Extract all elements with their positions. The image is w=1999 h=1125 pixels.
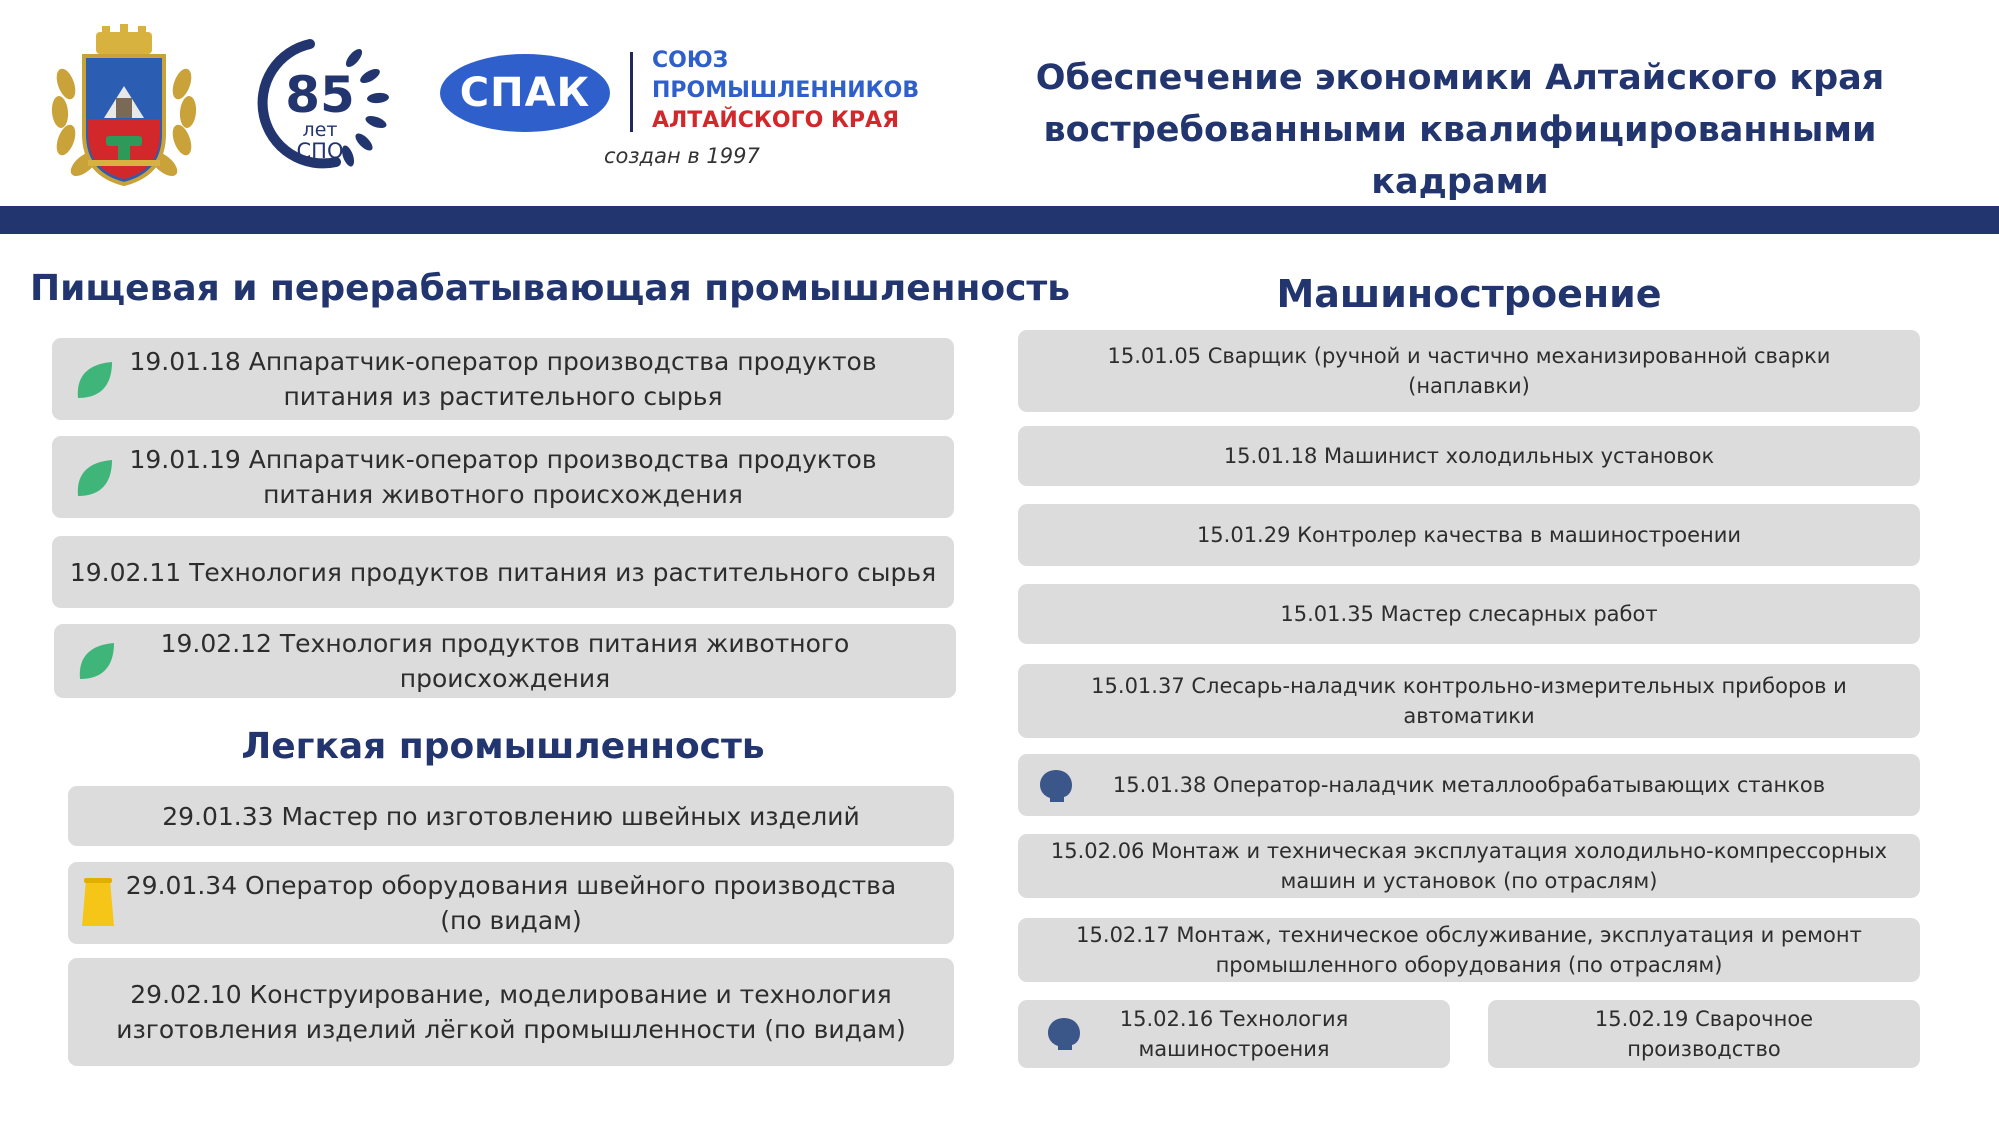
list-item [1488, 1000, 1920, 1068]
list-item [68, 862, 954, 944]
list-item [52, 338, 954, 420]
page-title-line-1: Обеспечение экономики Алтайского края [1035, 58, 1885, 98]
list-item-text: 15.02.19 Сварочное производство [1594, 1007, 1814, 1061]
thread-spool-icon [80, 878, 116, 928]
leaf-icon [74, 360, 114, 400]
list-item-text: 15.01.37 Слесарь-наладчик контрольно-измерительных приборов и автоматики [1091, 674, 1847, 728]
anniversary-number: 85 [285, 66, 355, 124]
spak-name [652, 46, 919, 136]
page-title [960, 52, 1960, 208]
machine-building-heading: Машиностроение [1276, 272, 1662, 316]
list-item [1018, 584, 1920, 644]
list-item-text: 29.02.10 Конструирование, моделирование и технология изготовления изделий лёгкой промышленности (по видам) [116, 980, 906, 1044]
list-item-text: 15.02.17 Монтаж, техническое обслуживание, эксплуатация и ремонт промышленного оборудования (по отраслям) [1076, 923, 1862, 977]
anniversary-spo: СПО [296, 139, 344, 163]
list-item-text: 19.01.19 Аппаратчик-оператор производства продуктов питания животного происхождения [129, 445, 877, 509]
leaf-icon [76, 641, 116, 681]
list-item [68, 786, 954, 846]
list-item [68, 958, 954, 1066]
head-icon [1046, 1016, 1082, 1052]
list-item [52, 536, 954, 608]
list-item [1018, 664, 1920, 738]
list-item [52, 436, 954, 518]
anniversary-years: лет [302, 119, 338, 141]
spak-line-3: АЛТАЙСКОГО КРАЯ [652, 108, 900, 133]
list-item [1018, 754, 1920, 816]
list-item-text: 15.01.35 Мастер слесарных работ [1280, 602, 1658, 626]
spak-line-1: СОЮЗ [652, 48, 729, 73]
list-item-text: 29.01.34 Оператор оборудования швейного производства (по видам) [125, 871, 897, 935]
spak-divider [630, 52, 633, 132]
header-divider-band [0, 206, 1999, 234]
list-item [1018, 1000, 1450, 1068]
list-item-text: 15.01.38 Оператор-наладчик металлообрабатывающих станков [1112, 773, 1826, 797]
list-item [1018, 330, 1920, 412]
list-item [54, 624, 956, 698]
spak-line-2: ПРОМЫШЛЕННИКОВ [652, 78, 920, 103]
light-industry-heading: Легкая промышленность [241, 726, 765, 767]
list-item-text: 15.01.05 Сварщик (ручной и частично механизированной сварки (наплавки) [1107, 344, 1831, 398]
spak-founded: создан в 1997 [604, 144, 760, 168]
list-item [1018, 834, 1920, 898]
list-item-text: 15.02.06 Монтаж и техническая эксплуатация холодильно-компрессорных машин и установок (по отраслям) [1050, 839, 1888, 893]
list-item-text: 15.01.18 Машинист холодильных установок [1223, 444, 1715, 468]
list-item [1018, 426, 1920, 486]
list-item [1018, 918, 1920, 982]
list-item-text: 15.01.29 Контролер качества в машиностроении [1196, 523, 1742, 547]
spo-85-anniversary-logo [248, 36, 390, 172]
leaf-icon [74, 458, 114, 498]
food-industry-heading: Пищевая и перерабатывающая промышленность [30, 268, 1071, 309]
list-item-text: 19.02.12 Технология продуктов питания животного происхождения [160, 629, 850, 693]
list-item-text: 29.01.33 Мастер по изготовлению швейных изделий [162, 801, 860, 831]
list-item-text: 19.02.11 Технология продуктов питания из растительного сырья [69, 557, 937, 587]
list-item-text: 15.02.16 Технология машиностроения [1119, 1007, 1349, 1061]
head-icon [1038, 768, 1074, 804]
list-item [1018, 504, 1920, 566]
list-item-text: 19.01.18 Аппаратчик-оператор производства продуктов питания из растительного сырья [129, 347, 877, 411]
page-title-line-2: востребованными квалифицированными кадрами [1043, 110, 1877, 202]
altai-coat-of-arms-logo [44, 24, 204, 190]
spak-logo-oval: СПАК [440, 54, 610, 132]
